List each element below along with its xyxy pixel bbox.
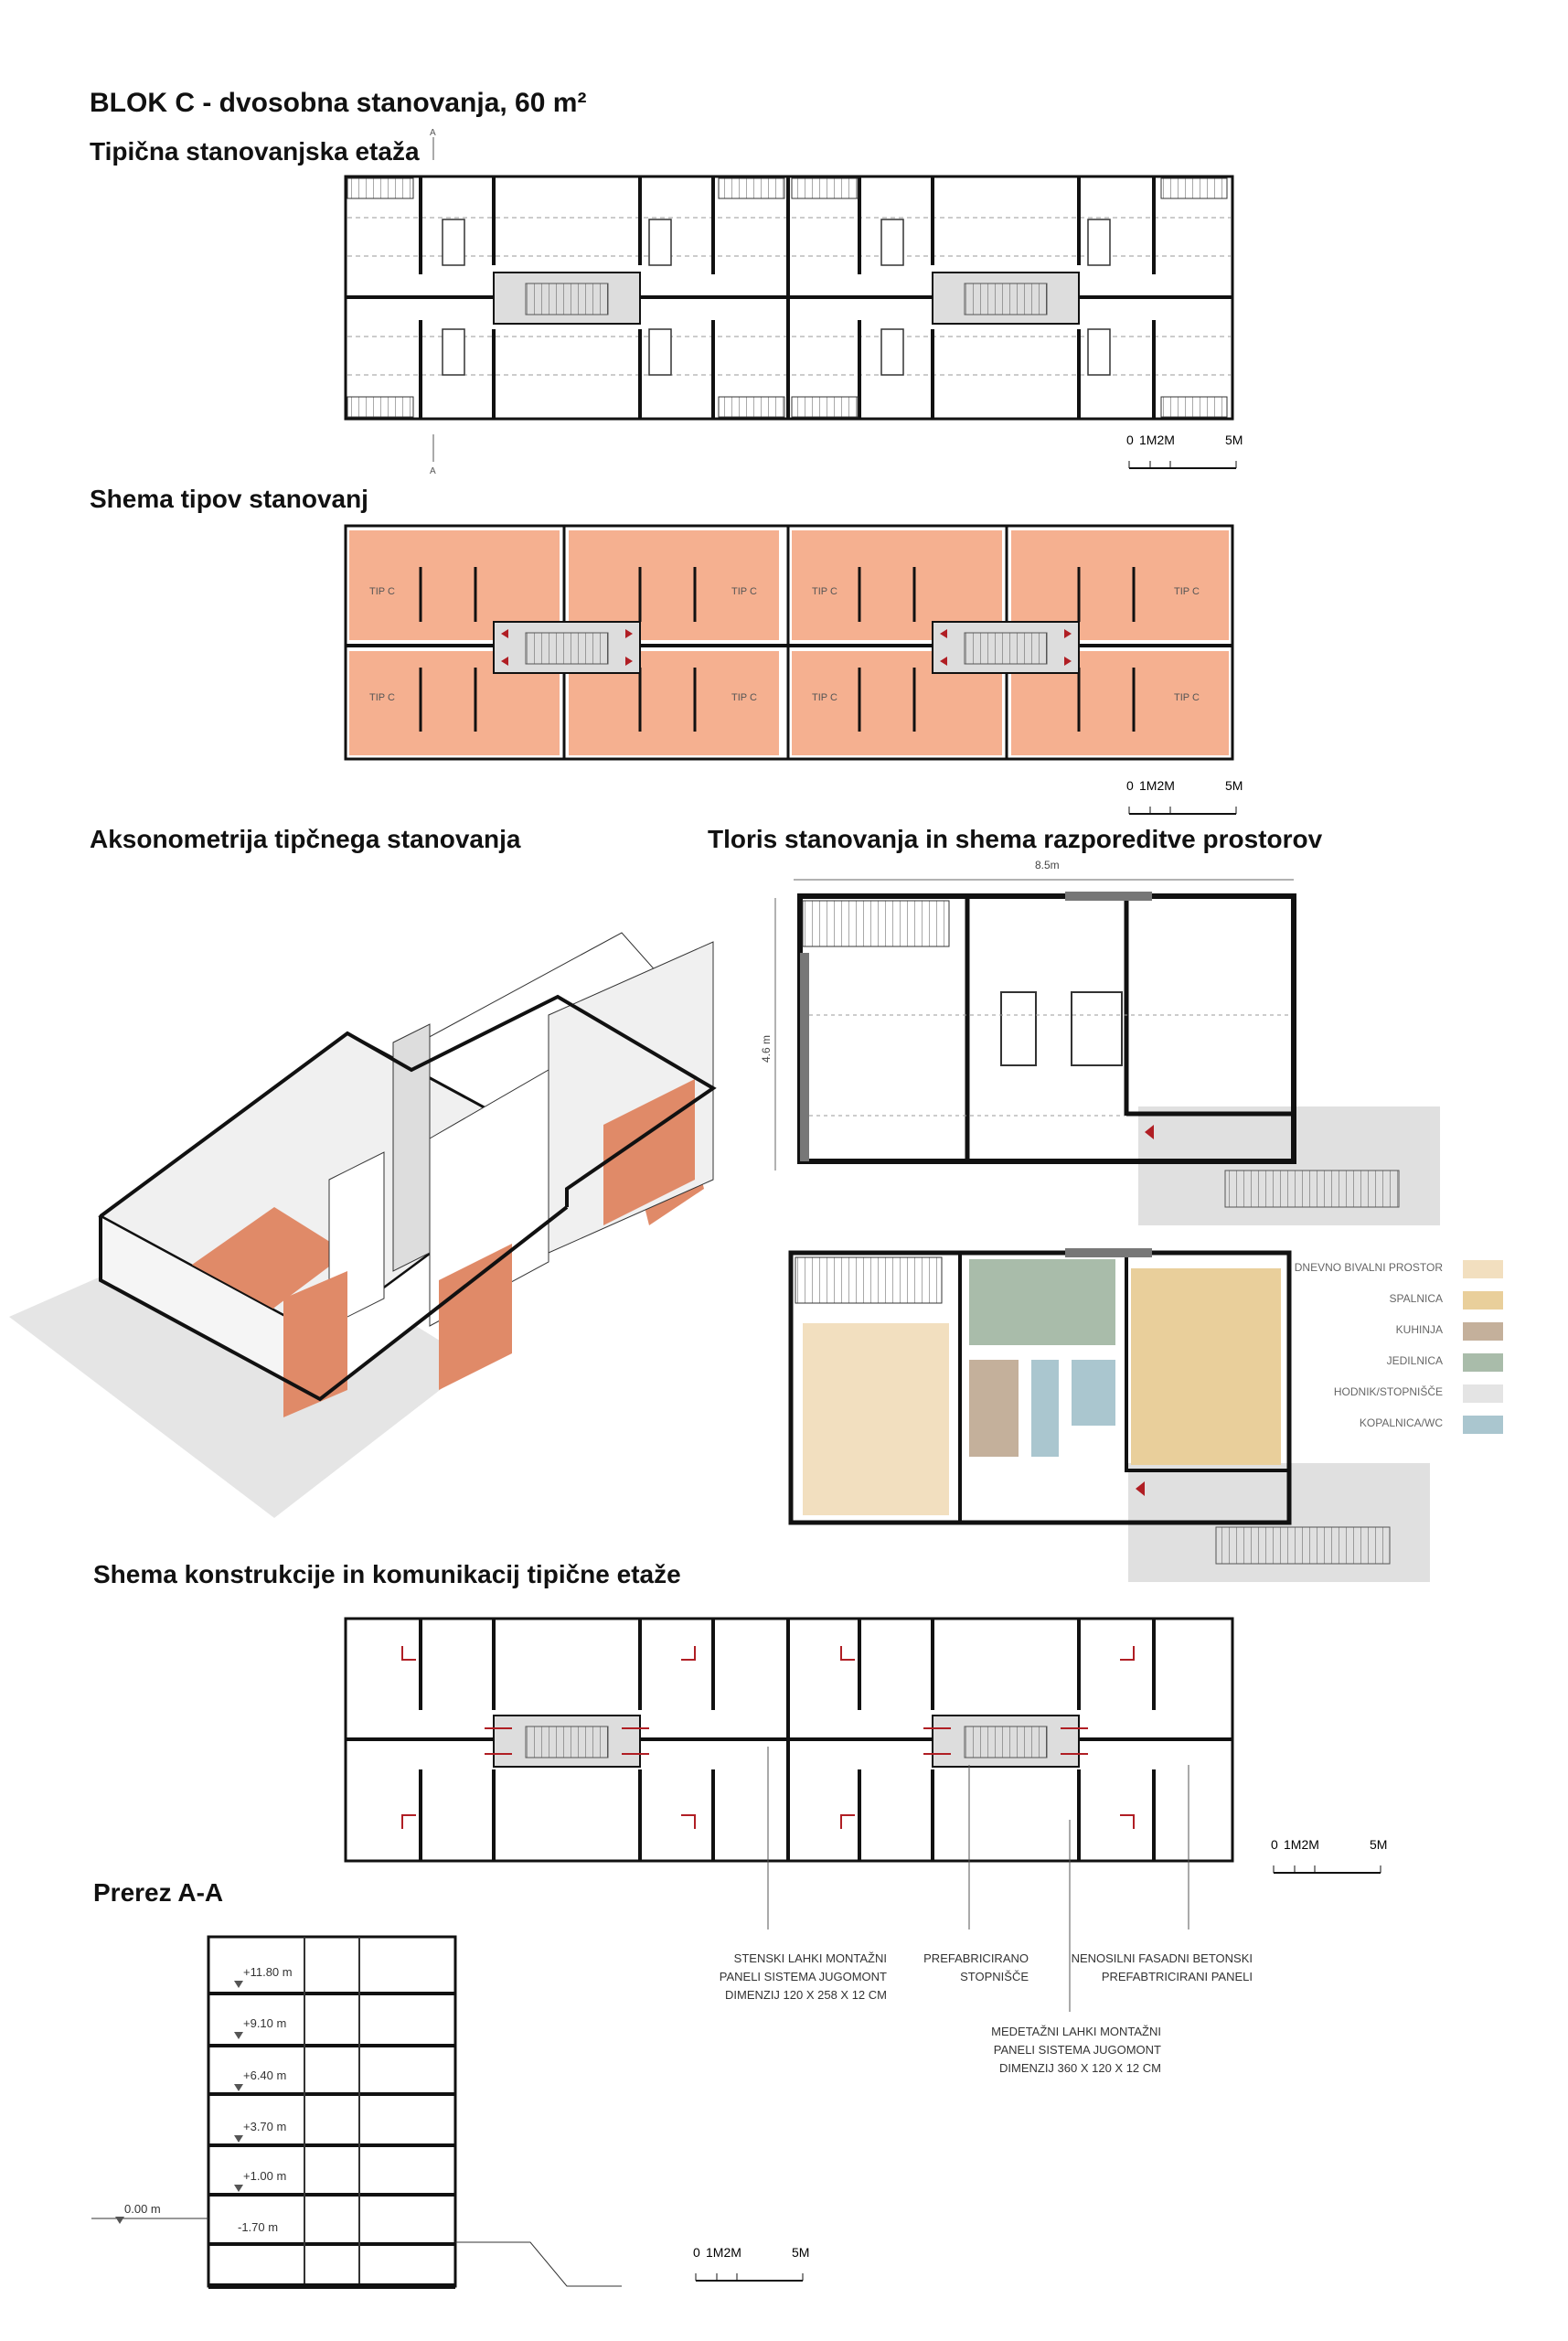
construction-title: Shema konstrukcije in komunikacij tipične etaže (93, 1560, 681, 1588)
dimension-width: 8.5m (1035, 859, 1060, 871)
room-bedroom (1131, 1268, 1281, 1465)
level-170: -1.70 m (238, 2220, 279, 2234)
room-kitchen (969, 1360, 1019, 1457)
wall-panels-line3: DIMENZIJ 120 X 258 X 12 CM (724, 1988, 887, 2002)
legend-label-dining: JEDILNICA (1386, 1354, 1443, 1367)
section-title: Prerez A-A (93, 1878, 224, 1907)
axonometry-title: Aksonometrija tipčnega stanovanja (90, 825, 521, 853)
tip-label-8: TIP C (1174, 692, 1200, 703)
axonometry-drawing (9, 933, 713, 1518)
tip-label-6: TIP C (731, 692, 757, 703)
scale-five: 5M (1225, 433, 1243, 447)
tip-label-2: TIP C (731, 586, 757, 597)
dimension-height: 4.6 m (760, 1034, 773, 1063)
level-000: 0.00 m (124, 2202, 161, 2216)
floor-panels-line2: PANELI SISTEMA JUGOMONT (993, 2043, 1161, 2057)
scale-bar-3 (1271, 1837, 1387, 1873)
scale-one-two: 1M2M (1139, 778, 1175, 793)
level-640: +6.40 m (243, 2068, 287, 2082)
scale-zero: 0 (1126, 433, 1134, 447)
section-a-a (91, 1937, 622, 2286)
scale-bar-1 (1126, 433, 1243, 468)
legend-label-bath: KOPALNICA/WC (1359, 1416, 1443, 1429)
room-scheme-plan (791, 1253, 1430, 1582)
level-910: +9.10 m (243, 2016, 287, 2030)
scale-zero: 0 (1271, 1837, 1278, 1852)
page-title: BLOK C - dvosobna stanovanja, 60 m² (90, 88, 587, 118)
unit-types-title: Shema tipov stanovanj (90, 485, 368, 513)
wall-panels-line2: PANELI SISTEMA JUGOMONT (719, 1970, 887, 1983)
construction-annotations (720, 1951, 1253, 2075)
staircase-line1: PREFABRICIRANO (923, 1951, 1029, 1965)
typical-floor-title: Tipična stanovanjska etaža (90, 137, 420, 166)
floor-panels-line1: MEDETAŽNI LAHKI MONTAŽNI (991, 2025, 1161, 2038)
facade-line1: NENOSILNI FASADNI BETONSKI (1071, 1951, 1253, 1965)
room-living (803, 1323, 949, 1515)
legend-swatch-dining (1463, 1353, 1503, 1372)
legend-label-bedroom: SPALNICA (1389, 1292, 1443, 1305)
unit-types-plan (346, 526, 1232, 759)
legend-label-hall: HODNIK/STOPNIŠČE (1333, 1385, 1443, 1398)
scale-one-two: 1M2M (706, 2245, 741, 2260)
facade-line2: PREFABTRICIRANI PANELI (1101, 1970, 1253, 1983)
wall-panels-line1: STENSKI LAHKI MONTAŽNI (733, 1951, 887, 1965)
scale-bar-4 (693, 2245, 809, 2281)
room-legend (1295, 1260, 1503, 1434)
legend-swatch-kitchen (1463, 1322, 1503, 1341)
tip-label-1: TIP C (369, 586, 395, 597)
scale-zero: 0 (693, 2245, 700, 2260)
section-mark-top: A (430, 128, 436, 138)
scale-bar-2 (1126, 778, 1243, 814)
tip-label-7: TIP C (812, 692, 837, 703)
level-370: +3.70 m (243, 2120, 287, 2133)
scale-zero: 0 (1126, 778, 1134, 793)
tip-label-3: TIP C (812, 586, 837, 597)
legend-label-kitchen: KUHINJA (1395, 1323, 1443, 1336)
room-wc (1031, 1360, 1059, 1457)
staircase-line2: STOPNIŠČE (960, 1970, 1029, 1983)
room-bathroom (1072, 1360, 1115, 1426)
tip-label-5: TIP C (369, 692, 395, 703)
scale-one-two: 1M2M (1139, 433, 1175, 447)
tip-label-4: TIP C (1174, 586, 1200, 597)
legend-label-living: DNEVNO BIVALNI PROSTOR (1294, 1261, 1443, 1274)
legend-swatch-living (1463, 1260, 1503, 1278)
room-dining (969, 1259, 1115, 1345)
scale-five: 5M (792, 2245, 810, 2260)
scale-one-two: 1M2M (1284, 1837, 1319, 1852)
legend-swatch-hall (1463, 1384, 1503, 1403)
scale-five: 5M (1370, 1837, 1388, 1852)
typical-floor-plan (346, 128, 1232, 476)
scale-five: 5M (1225, 778, 1243, 793)
floor-panels-line3: DIMENZIJ 360 X 120 X 12 CM (998, 2061, 1161, 2075)
section-mark-bottom: A (430, 466, 436, 476)
unit-floorplan (760, 859, 1440, 1225)
floorplan-title: Tloris stanovanja in shema razporeditve prostorov (708, 825, 1323, 853)
level-1180: +11.80 m (243, 1965, 293, 1979)
legend-swatch-bath (1463, 1416, 1503, 1434)
level-100: +1.00 m (243, 2169, 287, 2183)
legend-swatch-bedroom (1463, 1291, 1503, 1309)
